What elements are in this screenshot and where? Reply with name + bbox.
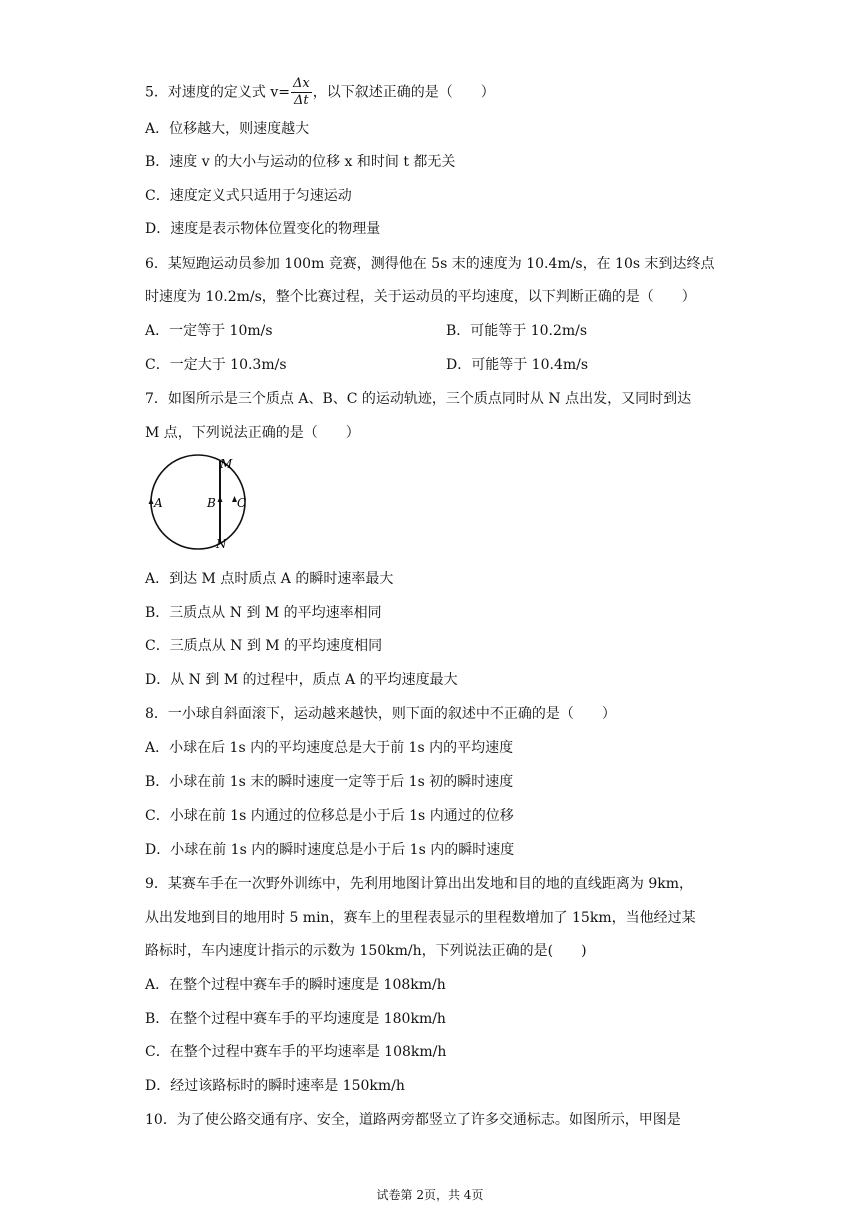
q7-stem-line2: M 点，下列说法正确的是（ ） xyxy=(145,425,360,441)
q7-option-a: A．到达 M 点时质点 A 的瞬时速率最大 xyxy=(145,571,394,587)
q9-stem-line3: 路标时，车内速度计指示的示数为 150km/h，下列说法正确的是( ) xyxy=(145,943,587,959)
q8-option-a: A．小球在后 1s 内的平均速度总是大于前 1s 内的平均速度 xyxy=(145,740,514,756)
q10-stem-line1: 10．为了使公路交通有序、安全，道路两旁都竖立了许多交通标志。如图所示，甲图是 xyxy=(145,1112,681,1128)
q8-stem: 8．一小球自斜面滚下，运动越来越快，则下面的叙述中不正确的是（ ） xyxy=(145,706,616,722)
q5-option-d: D．速度是表示物体位置变化的物理量 xyxy=(145,221,381,237)
q5-velocity-fraction xyxy=(291,76,312,109)
q6-stem-line1: 6．某短跑运动员参加 100m 竞赛，测得他在 5s 末的速度为 10.4m/s，在 10s 末到达终点 xyxy=(145,256,715,272)
q9-stem-line1: 9．某赛车手在一次野外训练中，先利用地图计算出出发地和目的地的直线距离为 9km， xyxy=(145,876,694,892)
q6-option-a: A．一定等于 10m/s xyxy=(145,323,273,339)
q8-option-b: B．小球在前 1s 末的瞬时速度一定等于后 1s 初的瞬时速度 xyxy=(145,774,514,790)
q7-option-b: B．三质点从 N 到 M 的平均速率相同 xyxy=(145,605,382,621)
q7-stem-line1: 7．如图所示是三个质点 A、B、C 的运动轨迹，三个质点同时从 N 点出发，又同时到达 xyxy=(145,391,692,407)
fraction-numerator: Δx xyxy=(293,76,310,91)
q7-option-d: D．从 N 到 M 的过程中，质点 A 的平均速度最大 xyxy=(145,672,458,688)
label-m: M xyxy=(220,457,233,471)
q8-option-c: C．小球在前 1s 内通过的位移总是小于后 1s 内通过的位移 xyxy=(145,808,514,824)
q5-option-b: B．速度 v 的大小与运动的位移 x 和时间 t 都无关 xyxy=(145,154,456,170)
q6-option-c: C．一定大于 10.3m/s xyxy=(145,357,287,373)
fraction-denominator: Δt xyxy=(294,93,309,108)
q5-stem-part1: 5．对速度的定义式 v= xyxy=(145,84,290,101)
q9-stem-line2: 从出发地到目的地用时 5 min，赛车上的里程表显示的里程数增加了 15km，当他经过某 xyxy=(145,910,696,926)
q5-stem-part2: ，以下叙述正确的是（ ） xyxy=(312,84,495,101)
arrow-b-icon xyxy=(218,496,223,502)
label-c: C xyxy=(237,496,247,510)
q5-option-c: C．速度定义式只适用于匀速运动 xyxy=(145,188,352,204)
label-a: A xyxy=(154,496,163,510)
page-footer: 试卷第 2页，共 4页 xyxy=(376,1188,484,1202)
q9-option-a: A．在整个过程中赛车手的瞬时速度是 108km/h xyxy=(145,977,446,993)
q6-option-d: D．可能等于 10.4m/s xyxy=(446,357,589,373)
q9-option-d: D．经过该路标时的瞬时速率是 150km/h xyxy=(145,1078,405,1094)
q5-option-a: A．位移越大，则速度越大 xyxy=(145,121,310,137)
arrow-a-icon xyxy=(149,498,154,504)
q6-stem-line2: 时速度为 10.2m/s，整个比赛过程，关于运动员的平均速度，以下判断正确的是（ ） xyxy=(145,289,696,305)
q7-option-c: C．三质点从 N 到 M 的平均速度相同 xyxy=(145,638,383,654)
q5-stem xyxy=(145,76,495,109)
q9-option-b: B．在整个过程中赛车手的平均速度是 180km/h xyxy=(145,1011,446,1027)
label-n: N xyxy=(216,537,227,551)
q6-option-b: B．可能等于 10.2m/s xyxy=(446,323,588,339)
q7-trajectory-figure xyxy=(140,452,255,556)
q9-option-c: C．在整个过程中赛车手的平均速率是 108km/h xyxy=(145,1044,447,1060)
q8-option-d: D．小球在前 1s 内的瞬时速度总是小于后 1s 内的瞬时速度 xyxy=(145,842,515,858)
label-b: B xyxy=(207,496,216,510)
